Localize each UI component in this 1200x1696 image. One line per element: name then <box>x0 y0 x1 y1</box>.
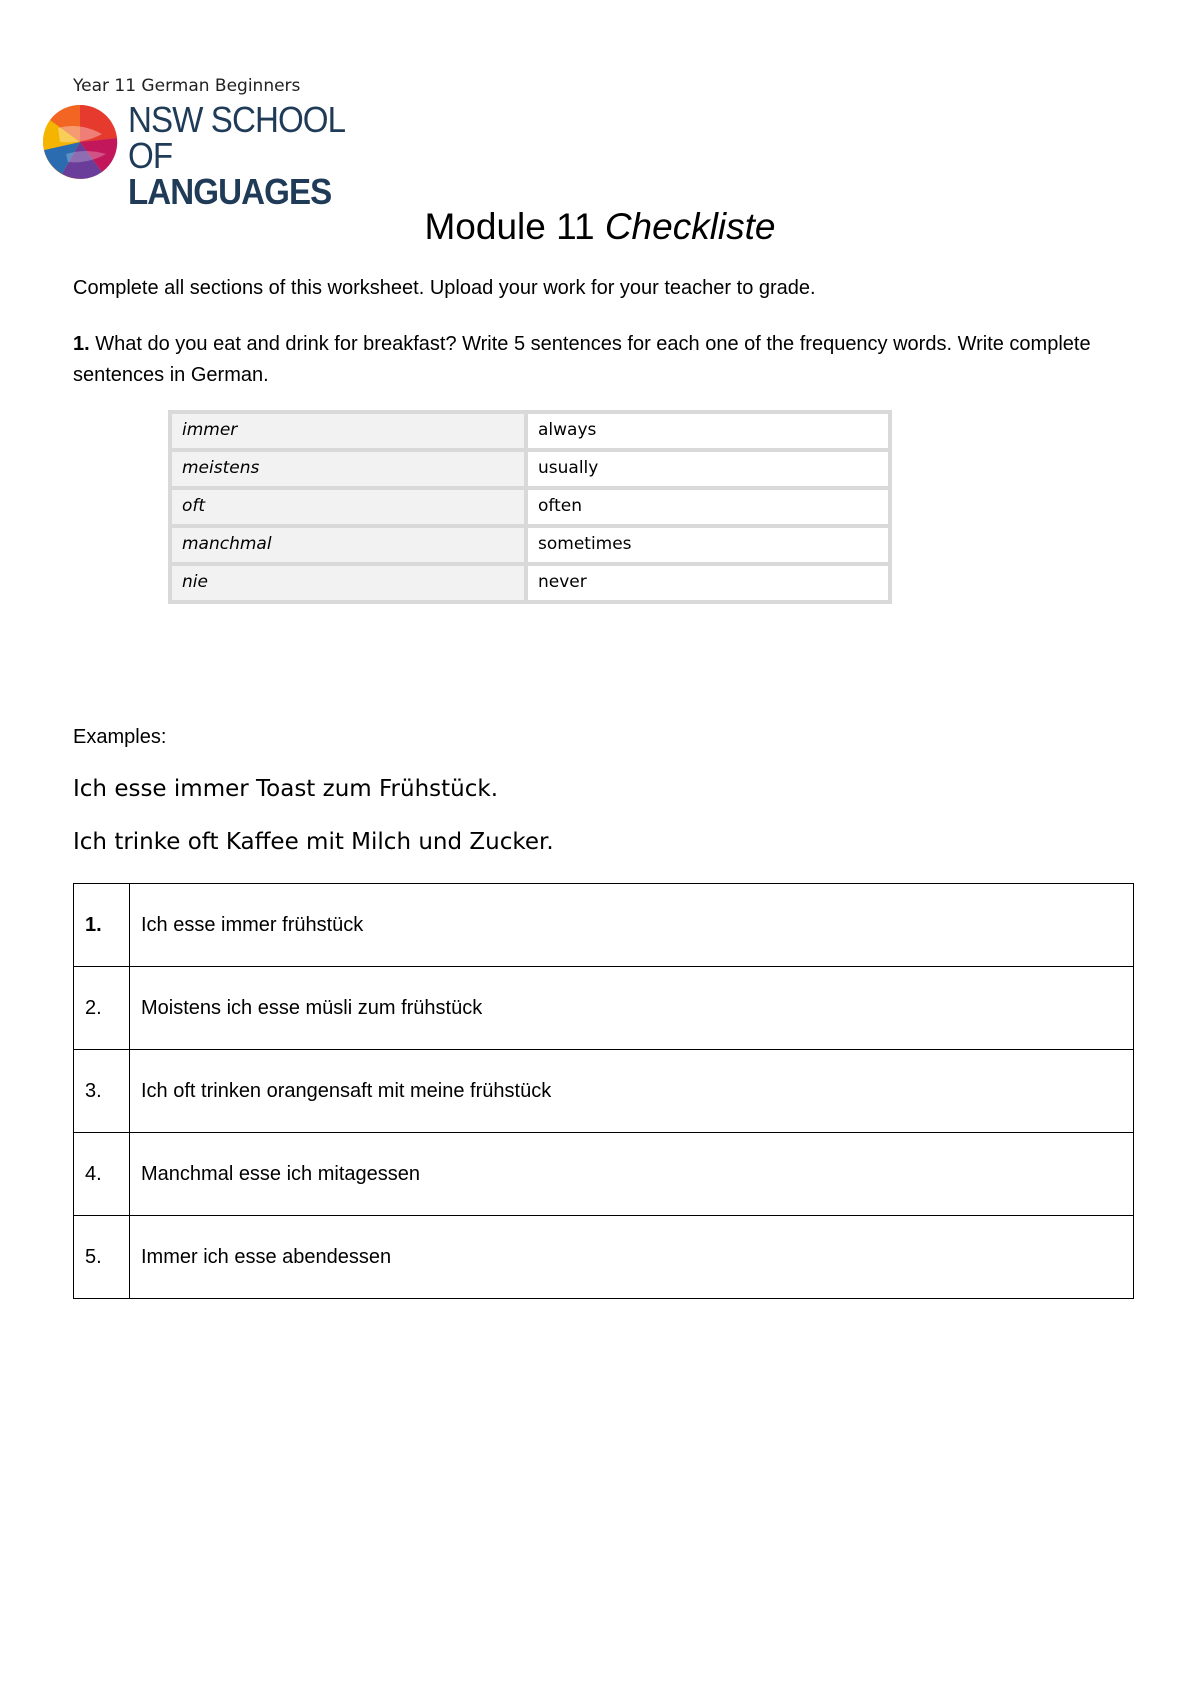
answer-row <box>74 884 1134 967</box>
course-header: Year 11 German Beginners <box>73 76 301 96</box>
english-word: sometimes <box>526 526 890 564</box>
english-word: often <box>526 488 890 526</box>
table-row <box>170 564 890 602</box>
answer-text[interactable]: Moistens ich esse müsli zum frühstück <box>130 967 1134 1050</box>
answer-row <box>74 1216 1134 1299</box>
logo-line-2: OF LANGUAGES <box>128 135 332 212</box>
table-row <box>170 412 890 450</box>
english-word: usually <box>526 450 890 488</box>
answer-number: 4. <box>74 1133 130 1216</box>
table-row <box>170 526 890 564</box>
answer-text[interactable]: Ich esse immer frühstück <box>130 884 1134 967</box>
logo-wordmark <box>128 99 380 212</box>
examples-label: Examples: <box>73 726 167 748</box>
english-word: never <box>526 564 890 602</box>
logo-emblem-icon <box>40 98 122 184</box>
answer-text[interactable]: Manchmal esse ich mitagessen <box>130 1133 1134 1216</box>
answer-text[interactable]: Ich oft trinken orangensaft mit meine frühstück <box>130 1050 1134 1133</box>
answer-row <box>74 967 1134 1050</box>
nsw-school-of-languages-logo <box>40 98 380 212</box>
example-sentence-2: Ich trinke oft Kaffee mit Milch und Zucker. <box>73 829 554 855</box>
german-word: meistens <box>170 450 526 488</box>
question-1: 1. What do you eat and drink for breakfast? Write 5 sentences for each one of the frequency words. Write complete sentences in German. <box>73 333 1091 386</box>
worksheet-instruction: Complete all sections of this worksheet. Upload your work for your teacher to grade. <box>73 277 816 299</box>
example-sentence-1: Ich esse immer Toast zum Frühstück. <box>73 776 499 802</box>
answer-text[interactable]: Immer ich esse abendessen <box>130 1216 1134 1299</box>
answer-number: 5. <box>74 1216 130 1299</box>
answer-number: 1. <box>74 884 130 967</box>
answers-table <box>73 883 1134 1299</box>
german-word: immer <box>170 412 526 450</box>
german-word: manchmal <box>170 526 526 564</box>
logo-line-1: NSW SCHOOL <box>128 99 346 140</box>
table-row <box>170 488 890 526</box>
answer-row <box>74 1133 1134 1216</box>
answer-number: 2. <box>74 967 130 1050</box>
table-row <box>170 450 890 488</box>
frequency-words-table <box>168 410 892 604</box>
answer-number: 3. <box>74 1050 130 1133</box>
german-word: nie <box>170 564 526 602</box>
page-title: Module 11 Checkliste <box>424 206 776 247</box>
german-word: oft <box>170 488 526 526</box>
english-word: always <box>526 412 890 450</box>
answer-row <box>74 1050 1134 1133</box>
